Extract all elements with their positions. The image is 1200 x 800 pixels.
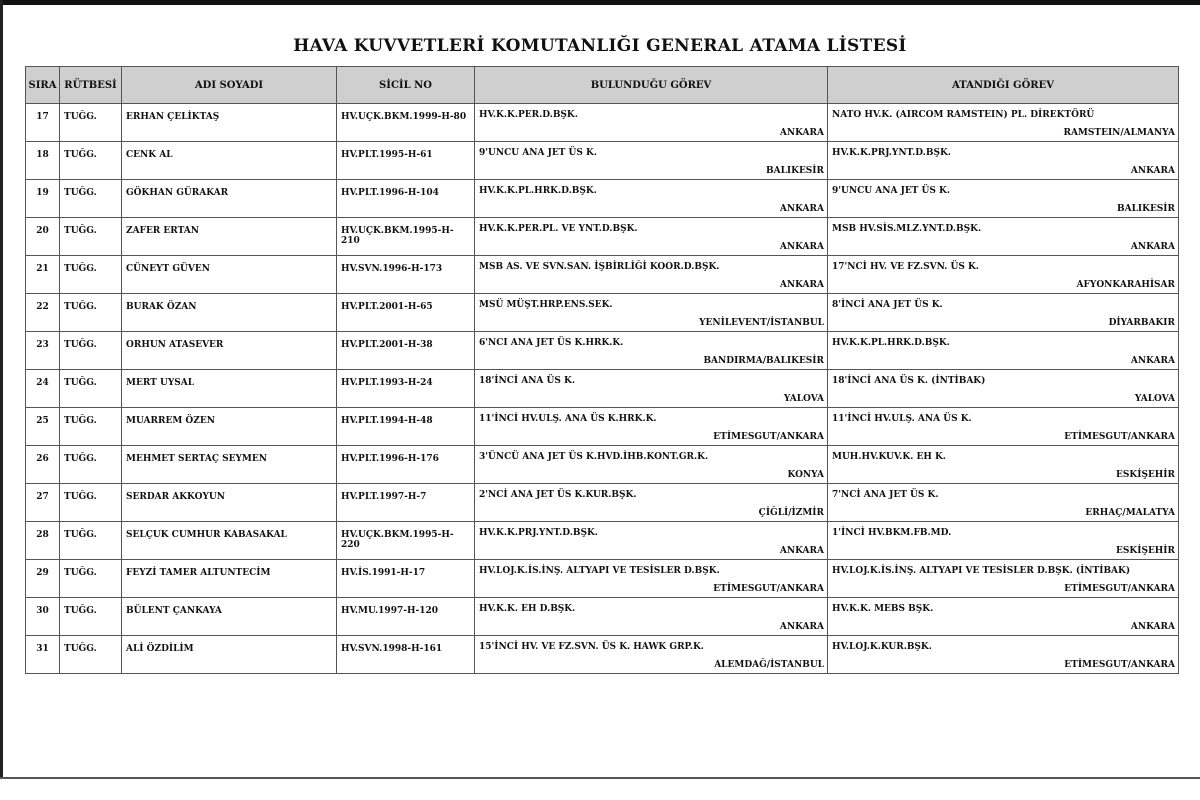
cell-rutbe bbox=[60, 180, 122, 218]
cell-rutbe bbox=[60, 598, 122, 636]
cell-adi-soyadi bbox=[122, 294, 337, 332]
cell-bulundugu-gorev bbox=[475, 522, 828, 560]
cell-bulundugu-gorev-location: ANKARA bbox=[779, 546, 824, 556]
cell-bulundugu-gorev-content bbox=[475, 294, 827, 331]
table-row bbox=[26, 294, 1179, 332]
cell-atandigi-gorev-content bbox=[828, 446, 1178, 483]
cell-sira-text: 20 bbox=[36, 226, 49, 236]
cell-sicil-no bbox=[337, 256, 475, 294]
cell-atandigi-gorev-content bbox=[828, 332, 1178, 369]
cell-atandigi-gorev-title: 1'İNCİ HV.BKM.FB.MD. bbox=[832, 528, 952, 538]
cell-bulundugu-gorev-title: 11'İNCİ HV.ULŞ. ANA ÜS K.HRK.K. bbox=[479, 414, 657, 424]
cell-rutbe-text: TUĞG. bbox=[64, 416, 97, 426]
cell-bulundugu-gorev-content bbox=[475, 180, 827, 217]
cell-atandigi-gorev-title: 11'İNCİ HV.ULŞ. ANA ÜS K. bbox=[832, 414, 972, 424]
cell-atandigi-gorev-title: 17'NCİ HV. VE FZ.SVN. ÜS K. bbox=[832, 262, 979, 272]
cell-adi-soyadi bbox=[122, 636, 337, 674]
cell-atandigi-gorev-content bbox=[828, 256, 1178, 293]
cell-atandigi-gorev-location: ANKARA bbox=[1130, 622, 1175, 632]
cell-bulundugu-gorev-content bbox=[475, 636, 827, 673]
cell-adi-soyadi bbox=[122, 484, 337, 522]
cell-bulundugu-gorev-location: ETİMESGUT/ANKARA bbox=[713, 584, 824, 594]
cell-rutbe-text: TUĞG. bbox=[64, 492, 97, 502]
column-header-bulundugu-gorev: BULUNDUĞU GÖREV bbox=[475, 67, 828, 104]
cell-atandigi-gorev bbox=[828, 636, 1179, 674]
cell-atandigi-gorev-location: ETİMESGUT/ANKARA bbox=[1064, 584, 1175, 594]
column-header-adi-soyadi: ADI SOYADI bbox=[122, 67, 337, 104]
cell-bulundugu-gorev-title: 18'İNCİ ANA ÜS K. bbox=[479, 376, 575, 386]
cell-sicil-no-text: HV.PLT.2001-H-38 bbox=[341, 340, 433, 350]
cell-sicil-no bbox=[337, 446, 475, 484]
cell-bulundugu-gorev-title: MSÜ MÜŞT.HRP.ENS.SEK. bbox=[479, 300, 613, 310]
column-header-sira: SIRA bbox=[26, 67, 60, 104]
table-row bbox=[26, 636, 1179, 674]
cell-adi-soyadi-text: MEHMET SERTAÇ SEYMEN bbox=[126, 454, 267, 464]
cell-sicil-no-text: HV.PLT.1997-H-7 bbox=[341, 492, 427, 502]
table-row bbox=[26, 370, 1179, 408]
cell-rutbe bbox=[60, 408, 122, 446]
cell-rutbe bbox=[60, 294, 122, 332]
cell-sira-text: 19 bbox=[36, 188, 49, 198]
cell-sicil-no-text: HV.PLT.1996-H-104 bbox=[341, 188, 439, 198]
cell-sira-text: 17 bbox=[36, 112, 49, 122]
cell-atandigi-gorev bbox=[828, 256, 1179, 294]
table-row bbox=[26, 142, 1179, 180]
cell-sira bbox=[26, 104, 60, 142]
cell-atandigi-gorev bbox=[828, 598, 1179, 636]
cell-rutbe bbox=[60, 446, 122, 484]
cell-sicil-no bbox=[337, 332, 475, 370]
cell-atandigi-gorev-content bbox=[828, 636, 1178, 673]
cell-bulundugu-gorev bbox=[475, 598, 828, 636]
cell-bulundugu-gorev-title: 6'NCI ANA JET ÜS K.HRK.K. bbox=[479, 338, 624, 348]
table-row bbox=[26, 446, 1179, 484]
cell-atandigi-gorev-location: ETİMESGUT/ANKARA bbox=[1064, 432, 1175, 442]
cell-adi-soyadi-text: ALİ ÖZDİLİM bbox=[126, 644, 194, 654]
cell-atandigi-gorev bbox=[828, 180, 1179, 218]
cell-sira bbox=[26, 408, 60, 446]
cell-sira bbox=[26, 370, 60, 408]
cell-sicil-no bbox=[337, 294, 475, 332]
cell-bulundugu-gorev-title: 15'İNCİ HV. VE FZ.SVN. ÜS K. HAWK GRP.K. bbox=[479, 642, 704, 652]
cell-bulundugu-gorev-location: ANKARA bbox=[779, 204, 824, 214]
cell-rutbe-text: TUĞG. bbox=[64, 188, 97, 198]
cell-bulundugu-gorev-title: HV.K.K.PL.HRK.D.BŞK. bbox=[479, 186, 597, 196]
cell-rutbe-text: TUĞG. bbox=[64, 264, 97, 274]
cell-sicil-no-text: HV.PLT.1996-H-176 bbox=[341, 454, 439, 464]
cell-atandigi-gorev-content bbox=[828, 598, 1178, 635]
cell-atandigi-gorev-content bbox=[828, 104, 1178, 141]
cell-atandigi-gorev-location: ESKİŞEHİR bbox=[1116, 546, 1175, 556]
cell-atandigi-gorev-content bbox=[828, 560, 1178, 597]
cell-adi-soyadi-text: MUARREM ÖZEN bbox=[126, 416, 215, 426]
cell-bulundugu-gorev bbox=[475, 294, 828, 332]
cell-bulundugu-gorev-title: 3'ÜNCÜ ANA JET ÜS K.HVD.İHB.KONT.GR.K. bbox=[479, 452, 709, 462]
cell-sira bbox=[26, 142, 60, 180]
cell-sicil-no bbox=[337, 408, 475, 446]
cell-bulundugu-gorev bbox=[475, 332, 828, 370]
cell-sicil-no bbox=[337, 142, 475, 180]
cell-rutbe-text: TUĞG. bbox=[64, 150, 97, 160]
cell-atandigi-gorev-location: ANKARA bbox=[1130, 166, 1175, 176]
table-body bbox=[26, 104, 1179, 674]
cell-sira-text: 28 bbox=[36, 530, 49, 540]
cell-bulundugu-gorev-location: YALOVA bbox=[783, 394, 824, 404]
cell-sicil-no-text: HV.SVN.1996-H-173 bbox=[341, 264, 443, 274]
cell-bulundugu-gorev bbox=[475, 484, 828, 522]
cell-atandigi-gorev-title: HV.LOJ.K.İS.İNŞ. ALTYAPI VE TESİSLER D.BŞK. (İNTİBAK) bbox=[832, 566, 1131, 576]
cell-rutbe bbox=[60, 560, 122, 598]
cell-bulundugu-gorev-location: YENİLEVENT/İSTANBUL bbox=[699, 318, 824, 328]
cell-atandigi-gorev bbox=[828, 522, 1179, 560]
cell-sicil-no bbox=[337, 218, 475, 256]
cell-atandigi-gorev-location: RAMSTEIN/ALMANYA bbox=[1063, 128, 1175, 138]
table-row bbox=[26, 332, 1179, 370]
cell-sira bbox=[26, 598, 60, 636]
cell-atandigi-gorev-title: 18'İNCİ ANA ÜS K. (İNTİBAK) bbox=[832, 376, 986, 386]
cell-bulundugu-gorev-content bbox=[475, 256, 827, 293]
cell-atandigi-gorev-location: ANKARA bbox=[1130, 242, 1175, 252]
cell-adi-soyadi-text: FEYZİ TAMER ALTUNTECİM bbox=[126, 568, 271, 578]
cell-sira-text: 25 bbox=[36, 416, 49, 426]
cell-bulundugu-gorev-content bbox=[475, 142, 827, 179]
cell-sicil-no-text: HV.İS.1991-H-17 bbox=[341, 568, 426, 578]
cell-sicil-no-text: HV.PLT.1993-H-24 bbox=[341, 378, 433, 388]
cell-sicil-no-text: HV.PLT.2001-H-65 bbox=[341, 302, 433, 312]
cell-rutbe bbox=[60, 484, 122, 522]
cell-adi-soyadi-text: ORHUN ATASEVER bbox=[126, 340, 224, 350]
table-row bbox=[26, 598, 1179, 636]
cell-sira bbox=[26, 446, 60, 484]
table-row bbox=[26, 180, 1179, 218]
assignment-table bbox=[25, 66, 1179, 674]
cell-adi-soyadi-text: BURAK ÖZAN bbox=[126, 302, 197, 312]
column-header-sicil-no: SİCİL NO bbox=[337, 67, 475, 104]
column-header-atandigi-gorev: ATANDIĞI GÖREV bbox=[828, 67, 1179, 104]
cell-atandigi-gorev bbox=[828, 560, 1179, 598]
cell-bulundugu-gorev-title: HV.K.K. EH D.BŞK. bbox=[479, 604, 576, 614]
cell-rutbe bbox=[60, 142, 122, 180]
cell-rutbe bbox=[60, 522, 122, 560]
cell-rutbe-text: TUĞG. bbox=[64, 568, 97, 578]
cell-rutbe-text: TUĞG. bbox=[64, 226, 97, 236]
cell-bulundugu-gorev-location: ANKARA bbox=[779, 622, 824, 632]
cell-bulundugu-gorev-content bbox=[475, 560, 827, 597]
cell-bulundugu-gorev bbox=[475, 370, 828, 408]
cell-bulundugu-gorev-location: BANDIRMA/BALIKESİR bbox=[703, 356, 824, 366]
cell-atandigi-gorev bbox=[828, 218, 1179, 256]
table-row bbox=[26, 104, 1179, 142]
cell-atandigi-gorev-title: MSB HV.SİS.MLZ.YNT.D.BŞK. bbox=[832, 224, 982, 234]
table-row bbox=[26, 522, 1179, 560]
cell-atandigi-gorev bbox=[828, 370, 1179, 408]
cell-adi-soyadi bbox=[122, 180, 337, 218]
cell-sicil-no bbox=[337, 104, 475, 142]
cell-bulundugu-gorev-location: ANKARA bbox=[779, 280, 824, 290]
cell-atandigi-gorev bbox=[828, 484, 1179, 522]
cell-sira-text: 18 bbox=[36, 150, 49, 160]
cell-bulundugu-gorev bbox=[475, 408, 828, 446]
cell-sira-text: 23 bbox=[36, 340, 49, 350]
cell-adi-soyadi bbox=[122, 408, 337, 446]
cell-bulundugu-gorev-title: HV.LOJ.K.İS.İNŞ. ALTYAPI VE TESİSLER D.BŞK. bbox=[479, 566, 720, 576]
cell-bulundugu-gorev-title: MSB AS. VE SVN.SAN. İŞBİRLİĞİ KOOR.D.BŞK. bbox=[479, 262, 720, 272]
cell-bulundugu-gorev-content bbox=[475, 484, 827, 521]
cell-rutbe bbox=[60, 332, 122, 370]
cell-bulundugu-gorev bbox=[475, 636, 828, 674]
cell-sicil-no-text: HV.UÇK.BKM.1995-H-210 bbox=[341, 226, 454, 246]
cell-bulundugu-gorev bbox=[475, 560, 828, 598]
cell-bulundugu-gorev bbox=[475, 180, 828, 218]
page-bottom-border bbox=[0, 777, 1200, 779]
cell-sicil-no bbox=[337, 484, 475, 522]
cell-bulundugu-gorev-location: ANKARA bbox=[779, 128, 824, 138]
cell-atandigi-gorev bbox=[828, 294, 1179, 332]
cell-rutbe-text: TUĞG. bbox=[64, 378, 97, 388]
cell-bulundugu-gorev-content bbox=[475, 446, 827, 483]
cell-adi-soyadi-text: GÖKHAN GÜRAKAR bbox=[126, 188, 229, 198]
cell-bulundugu-gorev-location: ÇİĞLİ/İZMİR bbox=[758, 508, 824, 518]
cell-atandigi-gorev-content bbox=[828, 408, 1178, 445]
cell-adi-soyadi-text: SERDAR AKKOYUN bbox=[126, 492, 225, 502]
cell-sira bbox=[26, 332, 60, 370]
cell-atandigi-gorev bbox=[828, 142, 1179, 180]
cell-sira bbox=[26, 218, 60, 256]
cell-bulundugu-gorev bbox=[475, 256, 828, 294]
cell-sira-text: 24 bbox=[36, 378, 49, 388]
cell-atandigi-gorev-location: ETİMESGUT/ANKARA bbox=[1064, 660, 1175, 670]
cell-atandigi-gorev bbox=[828, 332, 1179, 370]
cell-sira-text: 30 bbox=[36, 606, 49, 616]
table-row bbox=[26, 408, 1179, 446]
cell-adi-soyadi bbox=[122, 256, 337, 294]
cell-atandigi-gorev-title: 9'UNCU ANA JET ÜS K. bbox=[832, 186, 950, 196]
cell-atandigi-gorev-content bbox=[828, 142, 1178, 179]
cell-bulundugu-gorev-location: BALIKESİR bbox=[766, 166, 824, 176]
cell-bulundugu-gorev-title: HV.K.K.PRJ.YNT.D.BŞK. bbox=[479, 528, 598, 538]
cell-sira-text: 27 bbox=[36, 492, 49, 502]
cell-atandigi-gorev-location: YALOVA bbox=[1134, 394, 1175, 404]
cell-atandigi-gorev-title: HV.K.K.PRJ.YNT.D.BŞK. bbox=[832, 148, 951, 158]
cell-rutbe-text: TUĞG. bbox=[64, 644, 97, 654]
cell-atandigi-gorev-title: HV.K.K. MEBS BŞK. bbox=[832, 604, 934, 614]
cell-atandigi-gorev-location: ANKARA bbox=[1130, 356, 1175, 366]
cell-rutbe-text: TUĞG. bbox=[64, 530, 97, 540]
cell-rutbe bbox=[60, 370, 122, 408]
cell-sira-text: 29 bbox=[36, 568, 49, 578]
page-left-border bbox=[0, 0, 3, 778]
cell-sira-text: 21 bbox=[36, 264, 49, 274]
cell-sira bbox=[26, 180, 60, 218]
cell-adi-soyadi-text: BÜLENT ÇANKAYA bbox=[126, 606, 222, 616]
cell-atandigi-gorev-content bbox=[828, 294, 1178, 331]
cell-rutbe bbox=[60, 104, 122, 142]
cell-bulundugu-gorev-title: 2'NCİ ANA JET ÜS K.KUR.BŞK. bbox=[479, 490, 637, 500]
cell-adi-soyadi-text: ZAFER ERTAN bbox=[126, 226, 200, 236]
table-row bbox=[26, 560, 1179, 598]
cell-adi-soyadi bbox=[122, 446, 337, 484]
document-title: HAVA KUVVETLERİ KOMUTANLIĞI GENERAL ATAMA LİSTESİ bbox=[293, 36, 907, 56]
cell-atandigi-gorev-title: HV.K.K.PL.HRK.D.BŞK. bbox=[832, 338, 950, 348]
cell-bulundugu-gorev-location: ANKARA bbox=[779, 242, 824, 252]
cell-rutbe-text: TUĞG. bbox=[64, 454, 97, 464]
table-header-row bbox=[26, 67, 1179, 104]
cell-bulundugu-gorev-content bbox=[475, 408, 827, 445]
cell-atandigi-gorev-location: ERHAÇ/MALATYA bbox=[1085, 508, 1175, 518]
cell-adi-soyadi-text: CÜNEYT GÜVEN bbox=[126, 264, 210, 274]
cell-adi-soyadi bbox=[122, 218, 337, 256]
cell-sira-text: 22 bbox=[36, 302, 49, 312]
cell-atandigi-gorev bbox=[828, 446, 1179, 484]
cell-bulundugu-gorev-content bbox=[475, 218, 827, 255]
cell-sicil-no-text: HV.MU.1997-H-120 bbox=[341, 606, 438, 616]
cell-adi-soyadi-text: ERHAN ÇELİKTAŞ bbox=[126, 112, 220, 122]
cell-bulundugu-gorev bbox=[475, 142, 828, 180]
cell-sira-text: 31 bbox=[36, 644, 49, 654]
cell-atandigi-gorev-title: HV.LOJ.K.KUR.BŞK. bbox=[832, 642, 932, 652]
cell-atandigi-gorev-content bbox=[828, 522, 1178, 559]
cell-bulundugu-gorev-content bbox=[475, 522, 827, 559]
cell-sicil-no bbox=[337, 598, 475, 636]
cell-bulundugu-gorev-content bbox=[475, 370, 827, 407]
cell-atandigi-gorev-title: MUH.HV.KUV.K. EH K. bbox=[832, 452, 946, 462]
cell-atandigi-gorev-location: AFYONKARAHİSAR bbox=[1076, 280, 1175, 290]
cell-adi-soyadi bbox=[122, 332, 337, 370]
cell-atandigi-gorev bbox=[828, 104, 1179, 142]
cell-adi-soyadi bbox=[122, 560, 337, 598]
cell-adi-soyadi bbox=[122, 104, 337, 142]
cell-bulundugu-gorev-location: KONYA bbox=[787, 470, 824, 480]
cell-sira bbox=[26, 484, 60, 522]
cell-sicil-no bbox=[337, 522, 475, 560]
cell-atandigi-gorev-content bbox=[828, 180, 1178, 217]
cell-atandigi-gorev-title: 8'İNCİ ANA JET ÜS K. bbox=[832, 300, 943, 310]
cell-bulundugu-gorev-title: HV.K.K.PER.PL. VE YNT.D.BŞK. bbox=[479, 224, 638, 234]
cell-atandigi-gorev-location: BALIKESİR bbox=[1117, 204, 1175, 214]
cell-atandigi-gorev-location: DİYARBAKIR bbox=[1108, 318, 1175, 328]
cell-bulundugu-gorev-title: HV.K.K.PER.D.BŞK. bbox=[479, 110, 578, 120]
cell-rutbe bbox=[60, 218, 122, 256]
cell-bulundugu-gorev-title: 9'UNCU ANA JET ÜS K. bbox=[479, 148, 597, 158]
cell-rutbe-text: TUĞG. bbox=[64, 340, 97, 350]
cell-sicil-no bbox=[337, 636, 475, 674]
cell-sicil-no-text: HV.UÇK.BKM.1995-H-220 bbox=[341, 530, 454, 550]
cell-atandigi-gorev-content bbox=[828, 484, 1178, 521]
cell-sira bbox=[26, 294, 60, 332]
cell-adi-soyadi bbox=[122, 598, 337, 636]
cell-sicil-no bbox=[337, 370, 475, 408]
cell-atandigi-gorev-title: 7'NCİ ANA JET ÜS K. bbox=[832, 490, 939, 500]
cell-bulundugu-gorev-location: ETİMESGUT/ANKARA bbox=[713, 432, 824, 442]
cell-sira bbox=[26, 636, 60, 674]
cell-atandigi-gorev-title: NATO HV.K. (AIRCOM RAMSTEIN) PL. DİREKTÖRÜ bbox=[832, 110, 1095, 120]
cell-bulundugu-gorev-content bbox=[475, 598, 827, 635]
cell-atandigi-gorev-location: ESKİŞEHİR bbox=[1116, 470, 1175, 480]
page-top-border bbox=[0, 0, 1200, 5]
cell-adi-soyadi bbox=[122, 142, 337, 180]
cell-bulundugu-gorev bbox=[475, 218, 828, 256]
cell-adi-soyadi bbox=[122, 370, 337, 408]
cell-rutbe-text: TUĞG. bbox=[64, 112, 97, 122]
cell-sicil-no-text: HV.PLT.1994-H-48 bbox=[341, 416, 433, 426]
cell-bulundugu-gorev-content bbox=[475, 332, 827, 369]
cell-sira bbox=[26, 522, 60, 560]
cell-bulundugu-gorev-content bbox=[475, 104, 827, 141]
column-header-rutbe: RÜTBESİ bbox=[60, 67, 122, 104]
cell-rutbe-text: TUĞG. bbox=[64, 302, 97, 312]
cell-bulundugu-gorev bbox=[475, 104, 828, 142]
cell-sicil-no bbox=[337, 180, 475, 218]
table-row bbox=[26, 256, 1179, 294]
cell-atandigi-gorev-content bbox=[828, 370, 1178, 407]
cell-adi-soyadi-text: CENK AL bbox=[126, 150, 173, 160]
cell-sira-text: 26 bbox=[36, 454, 49, 464]
table-row bbox=[26, 484, 1179, 522]
cell-sicil-no-text: HV.SVN.1998-H-161 bbox=[341, 644, 443, 654]
cell-adi-soyadi-text: SELÇUK CUMHUR KABASAKAL bbox=[126, 530, 287, 540]
cell-atandigi-gorev-content bbox=[828, 218, 1178, 255]
cell-rutbe bbox=[60, 636, 122, 674]
cell-sira bbox=[26, 560, 60, 598]
table-row bbox=[26, 218, 1179, 256]
cell-sicil-no bbox=[337, 560, 475, 598]
cell-sicil-no-text: HV.PLT.1995-H-61 bbox=[341, 150, 433, 160]
cell-adi-soyadi-text: MERT UYSAL bbox=[126, 378, 195, 388]
cell-sira bbox=[26, 256, 60, 294]
cell-adi-soyadi bbox=[122, 522, 337, 560]
cell-sicil-no-text: HV.UÇK.BKM.1999-H-80 bbox=[341, 112, 467, 122]
cell-rutbe bbox=[60, 256, 122, 294]
cell-bulundugu-gorev bbox=[475, 446, 828, 484]
cell-atandigi-gorev bbox=[828, 408, 1179, 446]
cell-rutbe-text: TUĞG. bbox=[64, 606, 97, 616]
cell-bulundugu-gorev-location: ALEMDAĞ/İSTANBUL bbox=[714, 660, 824, 670]
